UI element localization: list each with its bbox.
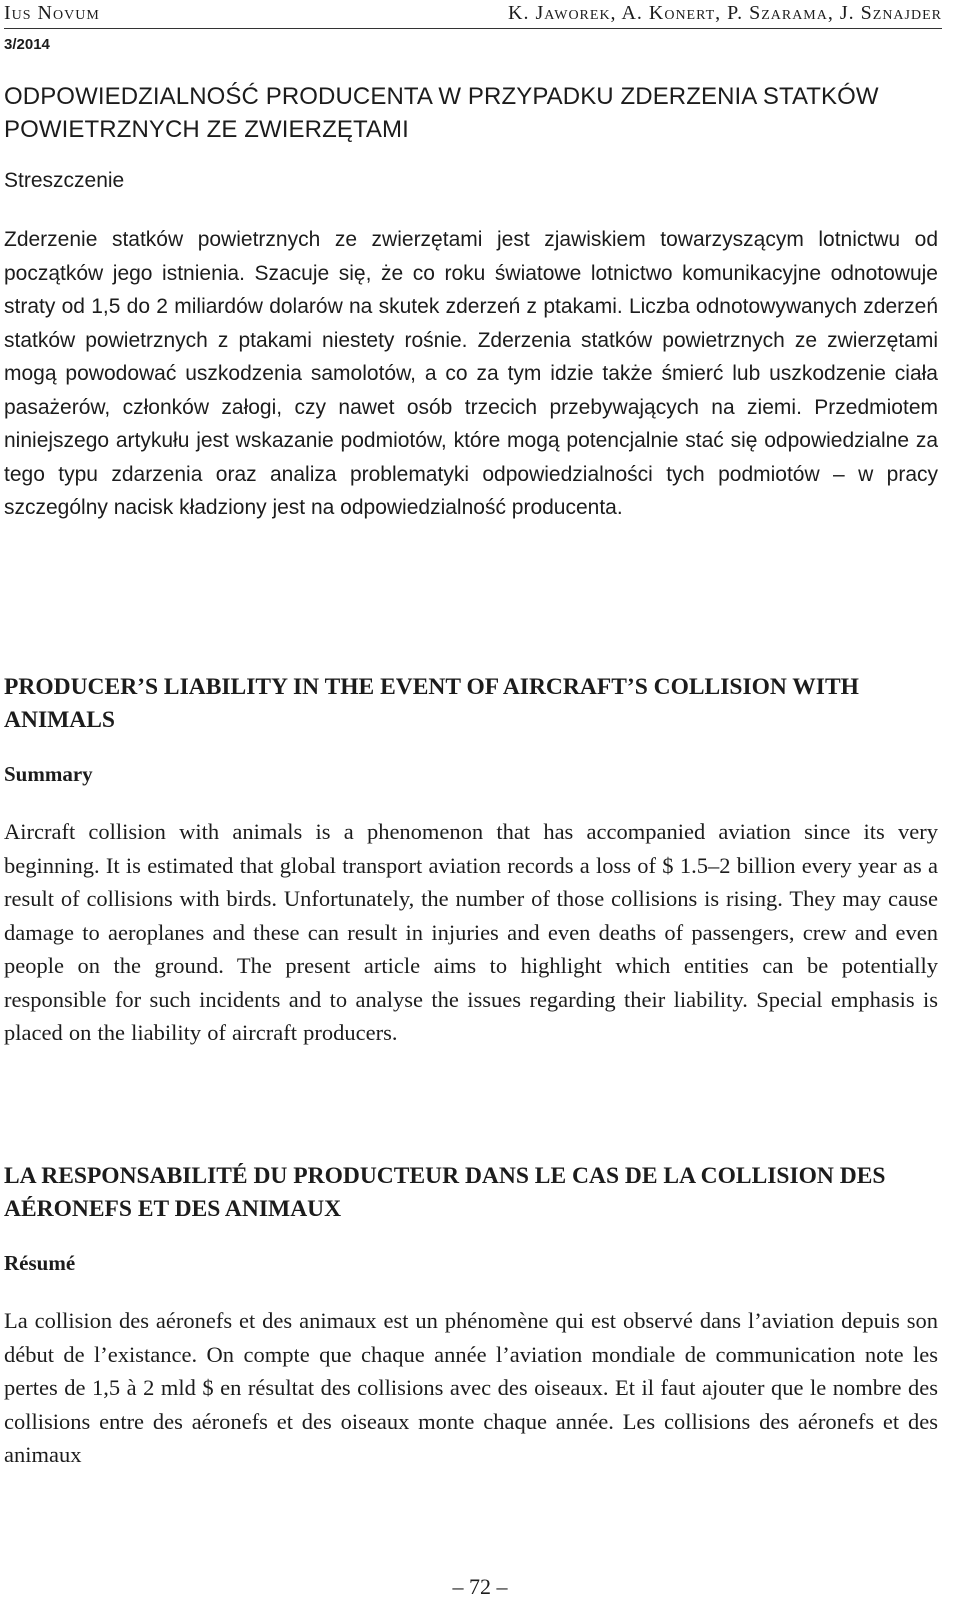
article-authors: K. Jaworek, A. Konert, P. Szarama, J. Sznajder	[508, 2, 942, 24]
title-french: LA RESPONSABILITÉ DU PRODUCTEUR DANS LE CAS DE LA COLLISION DES AÉRONEFS ET DES ANIMAUX	[4, 1163, 886, 1222]
page-number: – 72 –	[452, 1574, 508, 1599]
abstract-french	[4, 1160, 938, 1472]
abstract-polish	[4, 80, 938, 525]
heading-summary: Summary	[4, 762, 93, 786]
body-french: La collision des aéronefs et des animaux est un phénomène qui est observé dans l’aviation depuis son début de l’existance. On compte que chaque année l’aviation mondiale de communication note les pertes de 1,5 à 2 mld $ en résultat des collisions avec des oiseaux. Et il faut ajouter que le nombre des collisions entre des aéronefs et des oiseaux monte chaque année. Les collisions des aéronefs et des animaux	[4, 1308, 938, 1467]
journal-name: Ius Novum	[4, 2, 100, 24]
heading-streszczenie: Streszczenie	[4, 169, 125, 192]
body-polish: Zderzenie statków powietrznych ze zwierzętami jest zjawiskiem towarzyszącym lotnictwu od początków jego istnienia. Szacuje się, że co roku światowe lotnictwo komunikacyjne odnotowuje straty od 1,5 do 2 miliardów dolarów na skutek zderzeń z ptakami. Liczba odnotowywanych zderzeń statków powietrznych z ptakami niestety rośnie. Zderzenia statków powietrznych ze zwierzętami mogą powodować uszkodzenia samolotów, a co za tym idzie także śmierć lub uszkodzenie ciała pasażerów, członków załogi, czy nawet osób trzecich przebywających na ziemi. Przedmiotem niniejszego artykułu jest wskazanie podmiotów, które mogą potencjalnie stać się odpowiedzialne za tego typu zdarzenia oraz analiza problematyki odpowiedzialności tych podmiotów – w pracy szczególny nacisk kładziony jest na odpowiedzialność producenta.	[4, 228, 938, 519]
running-header	[4, 2, 942, 29]
title-english: PRODUCER’S LIABILITY IN THE EVENT OF AIRCRAFT’S COLLISION WITH ANIMALS	[4, 674, 859, 733]
body-english: Aircraft collision with animals is a phenomenon that has accompanied aviation since its very beginning. It is estimated that global transport aviation records a loss of $ 1.5–2 billion every year as a result of collisions with birds. Unfortunately, the number of those collisions is rising. They may cause damage to aeroplanes and these can result in injuries and even deaths of passengers, crew and even people on the ground. The present article aims to highlight which entities can be potentially responsible for such incidents and to analyse the issues regarding their liability. Special emphasis is placed on the liability of aircraft producers.	[4, 819, 938, 1045]
heading-resume: Résumé	[4, 1251, 76, 1275]
title-polish: ODPOWIEDZIALNOŚĆ PRODUCENTA W PRZYPADKU ZDERZENIA STATKÓW POWIETRZNYCH ZE ZWIERZĘTAMI	[4, 83, 879, 143]
issue-number: 3/2014	[4, 36, 50, 53]
abstract-english	[4, 671, 938, 1050]
